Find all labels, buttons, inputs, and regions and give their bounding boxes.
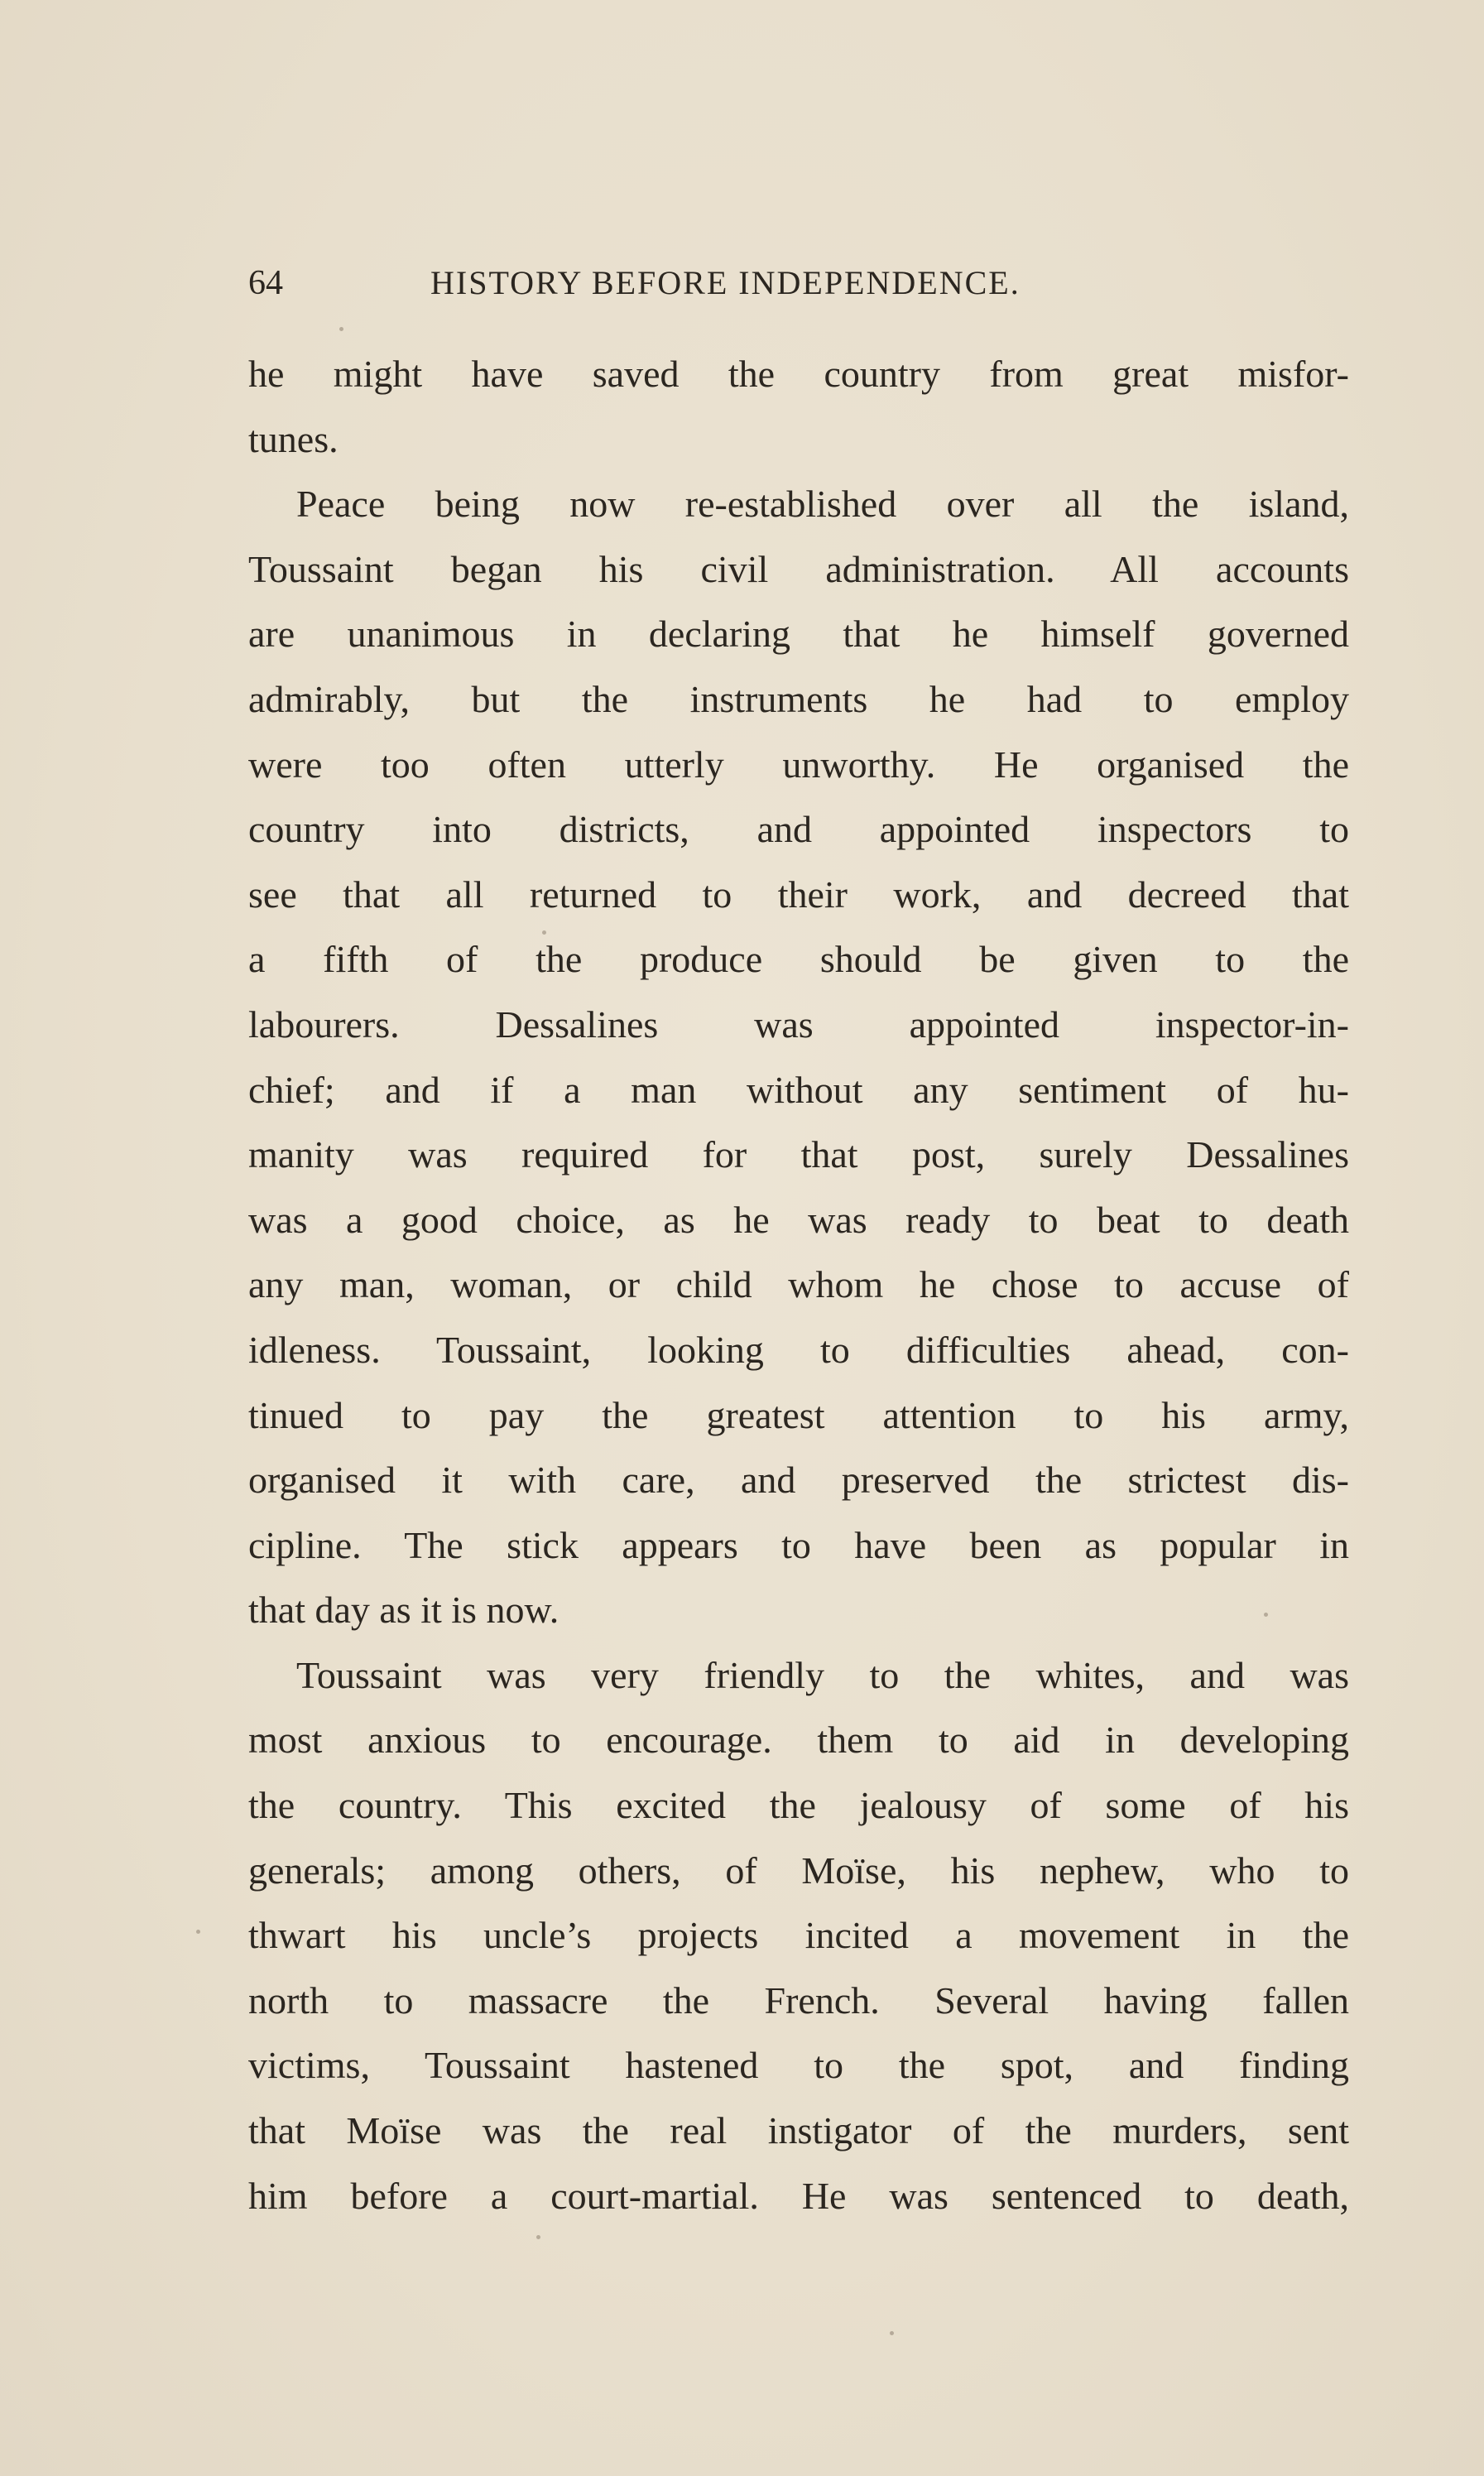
text-line: see that all returned to their work, and decreed that xyxy=(248,873,1349,916)
text-line: country into districts, and appointed inspectors to xyxy=(248,808,1349,851)
text-line: generals; among others, of Moïse, his nephew, who to xyxy=(248,1849,1349,1892)
paper-speck xyxy=(1264,1613,1268,1617)
body-text xyxy=(248,342,1349,2228)
text-line: was a good choice, as he was ready to beat to death xyxy=(248,1198,1349,1241)
page-number: 64 xyxy=(248,264,283,302)
paper-speck xyxy=(890,2331,894,2335)
text-line: thwart his uncle’s projects incited a movement in the xyxy=(248,1914,1349,1957)
text-line: he might have saved the country from great misfor- xyxy=(248,353,1349,395)
text-line: victims, Toussaint hastened to the spot, and finding xyxy=(248,2044,1349,2087)
text-line: north to massacre the French. Several having fallen xyxy=(248,1978,1349,2022)
text-line: organised it with care, and preserved the strictest dis- xyxy=(248,1459,1349,1502)
text-line: that Moïse was the real instigator of the murders, sent xyxy=(248,2109,1349,2152)
text-line: him before a court-martial. He was sentenced to death, xyxy=(248,2174,1349,2217)
text-line: Toussaint was very friendly to the whites, and was xyxy=(296,1653,1349,1696)
running-title: HISTORY BEFORE INDEPENDENCE. xyxy=(430,264,1021,301)
text-line: a fifth of the produce should be given to the xyxy=(248,938,1349,981)
paper-speck xyxy=(339,327,343,331)
text-line: admirably, but the instruments he had to employ xyxy=(248,677,1349,720)
text-line: cipline. The stick appears to have been as popular in xyxy=(248,1523,1349,1566)
text-line: that day as it is now. xyxy=(248,1589,560,1632)
paper-speck xyxy=(536,2235,540,2239)
paper-speck xyxy=(542,930,546,935)
text-line: are unanimous in declaring that he himself governed xyxy=(248,613,1349,656)
text-line: tunes. xyxy=(248,417,339,460)
text-line: manity was required for that post, surely Dessalines xyxy=(248,1133,1349,1176)
text-line: labourers. Dessalines was appointed inspector-in- xyxy=(248,1002,1349,1046)
text-line: chief; and if a man without any sentiment of hu- xyxy=(248,1068,1349,1111)
page-header xyxy=(248,263,1349,313)
text-line: were too often utterly unworthy. He organised the xyxy=(248,743,1349,786)
text-line: any man, woman, or child whom he chose to accuse of xyxy=(248,1263,1349,1306)
text-line: idleness. Toussaint, looking to difficulties ahead, con- xyxy=(248,1328,1349,1371)
text-line: Peace being now re-established over all the island, xyxy=(296,483,1349,526)
text-line: tinued to pay the greatest attention to his army, xyxy=(248,1393,1349,1436)
text-line: Toussaint began his civil administration. All accounts xyxy=(248,547,1349,590)
paper-speck xyxy=(196,1930,200,1934)
text-line: the country. This excited the jealousy of some of his xyxy=(248,1784,1349,1827)
text-line: most anxious to encourage. them to aid in developing xyxy=(248,1719,1349,1762)
